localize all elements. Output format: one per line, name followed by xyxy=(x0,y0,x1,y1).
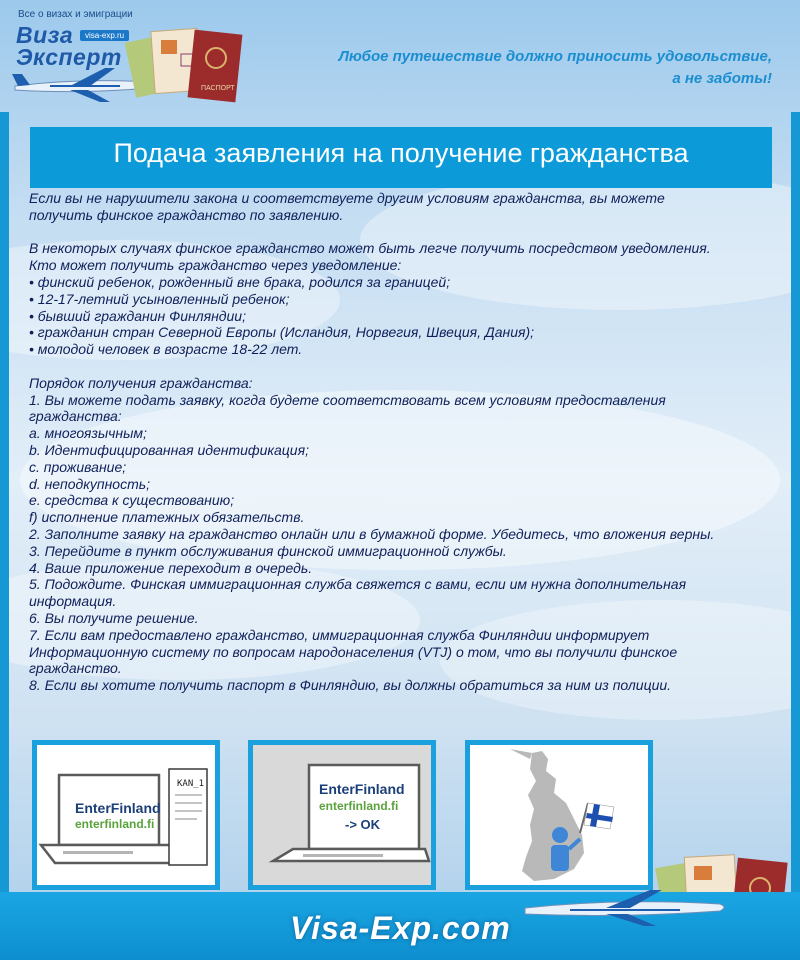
header-tagline: Все о визах и эмиграции xyxy=(18,9,133,20)
right-frame xyxy=(791,112,800,892)
enterfinland-brand: EnterFinland xyxy=(319,781,405,797)
logo-text-line1[interactable]: Виза xyxy=(16,22,74,48)
finland-flag-icon xyxy=(576,799,616,835)
paragraph-1 xyxy=(29,190,779,224)
text-line: получить финское гражданство по заявлению. xyxy=(29,206,344,223)
list-item: c. проживание; xyxy=(29,458,127,475)
enterfinland-site: enterfinland.fi xyxy=(75,817,155,831)
list-item: f) исполнение платежных обязательств. xyxy=(29,509,305,526)
passports-icon xyxy=(125,20,245,110)
list-item: • 12-17-летний усыновленный ребенок; xyxy=(29,290,290,307)
list-item: гражданство. xyxy=(29,660,122,677)
left-frame xyxy=(0,112,9,892)
slogan-line1: Любое путешествие должно приносить удовольствие, xyxy=(338,48,772,65)
article-body xyxy=(29,190,779,694)
text-line: В некоторых случаях финское гражданство может быть легче получить посредством уведомления. xyxy=(29,240,711,257)
slogan-line2: а не заботы! xyxy=(672,70,772,87)
logo-url-badge[interactable]: visa-exp.ru xyxy=(80,30,129,41)
status-ok: -> OK xyxy=(345,817,381,832)
list-item: 8. Если вы хотите получить паспорт в Финляндию, вы должны обратиться за ним из полиции. xyxy=(29,677,672,694)
site-header xyxy=(0,0,800,110)
site-footer xyxy=(0,892,800,960)
list-item: 5. Подождите. Финская иммиграционная служба свяжется с вами, если им нужна дополнительная xyxy=(29,576,687,593)
list-item: гражданства: xyxy=(29,408,122,425)
list-item: b. Идентифицированная идентификация; xyxy=(29,441,309,458)
logo-text-line2[interactable]: Эксперт xyxy=(16,44,122,70)
text-line: Кто может получить гражданство через уведомление: xyxy=(29,257,402,274)
list-item: 7. Если вам предоставлено гражданство, иммиграционная служба Финляндии информирует xyxy=(29,626,650,643)
image-panel-finland-map xyxy=(465,740,653,890)
list-item: • бывший гражданин Финляндии; xyxy=(29,307,246,324)
list-item: 2. Заполните заявку на гражданство онлайн или в бумажной форме. Убедитесь, что вложения верны. xyxy=(29,525,715,542)
passport-label: ПАСПОРТ xyxy=(201,85,235,92)
list-item: • молодой человек в возрасте 18-22 лет. xyxy=(29,341,303,358)
list-item: 6. Вы получите решение. xyxy=(29,609,199,626)
list-item: 1. Вы можете подать заявку, когда будете соответствовать всем условиям предоставления xyxy=(29,391,666,408)
header-slogan xyxy=(302,46,772,90)
list-item: Информационную систему по вопросам народонаселения (VTJ) о том, что вы получили финское xyxy=(29,643,678,660)
list-item: • гражданин стран Северной Европы (Исландия, Норвегия, Швеция, Дания); xyxy=(29,324,535,341)
image-panel-laptop-ok xyxy=(248,740,436,890)
list-item: • финский ребенок, рожденный вне брака, родился за границей; xyxy=(29,273,451,290)
text-line: Порядок получения гражданства: xyxy=(29,374,253,391)
list-item: a. многоязычным; xyxy=(29,425,147,442)
laptop-icon xyxy=(253,745,431,885)
page-title: Подача заявления на получение гражданства xyxy=(30,127,772,188)
list-item: информация. xyxy=(29,593,117,610)
document-label: KAN_1 xyxy=(177,779,205,789)
list-item: 4. Ваше приложение переходит в очередь. xyxy=(29,559,313,576)
airplane-icon xyxy=(520,888,730,928)
paragraph-3 xyxy=(29,375,779,694)
list-item: 3. Перейдите в пункт обслуживания финской иммиграционной службы. xyxy=(29,542,507,559)
enterfinland-site: enterfinland.fi xyxy=(319,799,399,813)
enterfinland-brand: EnterFinland xyxy=(75,800,161,816)
footer-site-url[interactable]: Visa-Exp.com xyxy=(290,910,511,946)
text-line: Если вы не нарушители закона и соответствуете другим условиям гражданства, вы можете xyxy=(29,190,665,206)
image-panel-laptop-document xyxy=(32,740,220,890)
list-item: d. неподкупность; xyxy=(29,475,151,492)
list-item: e. средства к существованию; xyxy=(29,492,235,509)
paragraph-2 xyxy=(29,240,779,358)
